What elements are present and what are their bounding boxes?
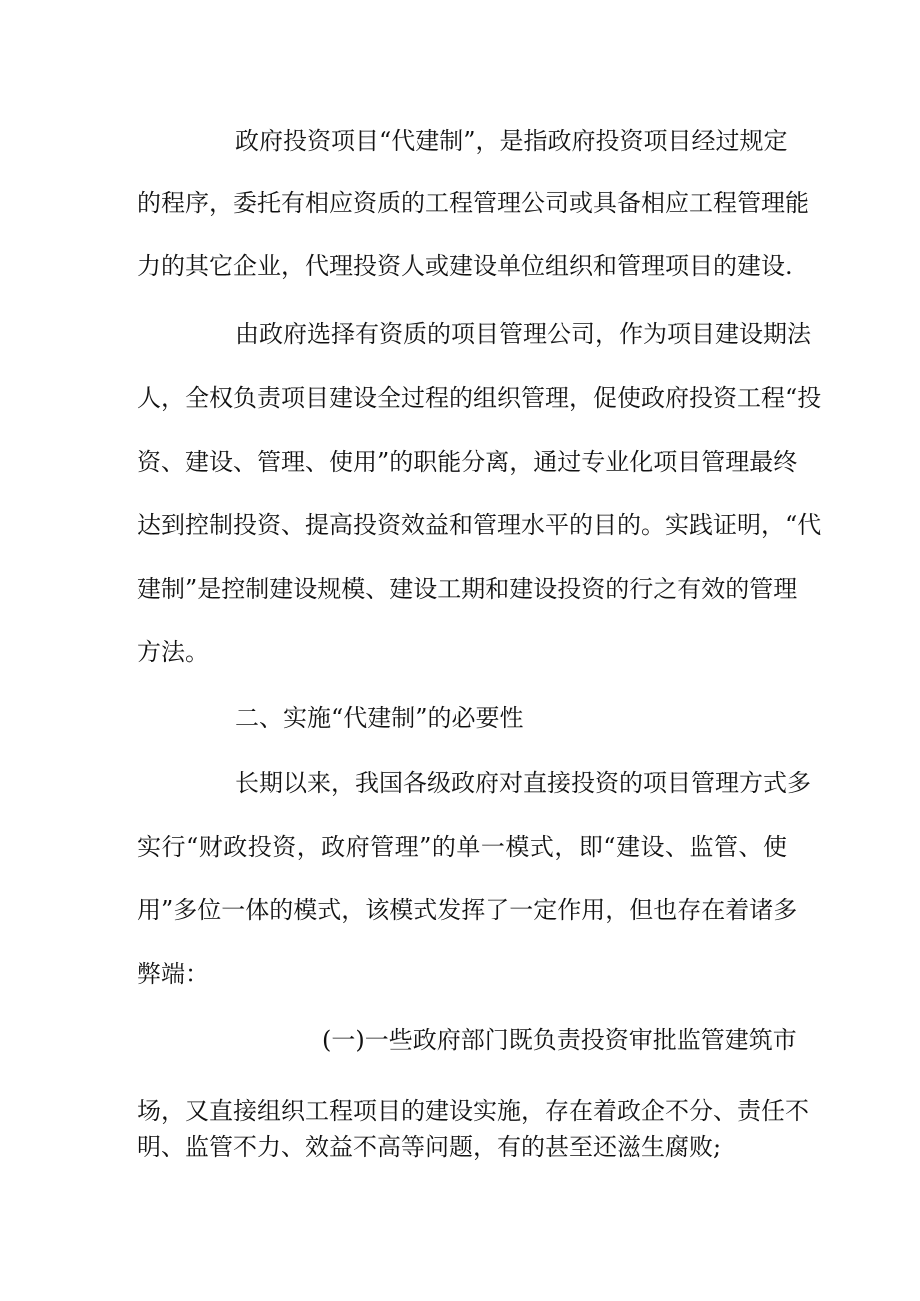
paragraph-4-line-2: 场，又直接组织工程项目的建设实施，存在着政企不分、责任不 bbox=[137, 1097, 809, 1125]
paragraph-1-line-2: 的程序，委托有相应资质的工程管理公司或具备相应工程管理能 bbox=[137, 189, 809, 217]
paragraph-2-line-2: 人，全权负责项目建设全过程的组织管理，促使政府投资工程“投 bbox=[137, 384, 822, 412]
paragraph-2-line-5: 建制”是控制建设规模、建设工期和建设投资的行之有效的管理 bbox=[137, 575, 798, 603]
paragraph-1-line-3: 力的其它企业，代理投资人或建设单位组织和管理项目的建设. bbox=[137, 252, 793, 280]
paragraph-2-line-4: 达到控制投资、提高投资效益和管理水平的目的。实践证明，“代 bbox=[137, 511, 822, 539]
paragraph-3-line-3: 用”多位一体的模式，该模式发挥了一定作用，但也存在着诸多 bbox=[137, 896, 798, 924]
paragraph-3-line-1: 长期以来，我国各级政府对直接投资的项目管理方式多 bbox=[235, 769, 811, 797]
paragraph-4-line-1: (一)一些政府部门既负责投资审批监管建筑市 bbox=[322, 1026, 797, 1054]
paragraph-4-line-3: 明、监管不力、效益不高等问题，有的甚至还滋生腐败; bbox=[137, 1133, 722, 1161]
paragraph-2-line-6: 方法。 bbox=[137, 638, 209, 666]
paragraph-1-line-1: 政府投资项目“代建制”，是指政府投资项目经过规定 bbox=[235, 127, 788, 155]
paragraph-2-line-1: 由政府选择有资质的项目管理公司，作为项目建设期法 bbox=[235, 320, 811, 348]
paragraph-2-line-3: 资、建设、管理、使用”的职能分离，通过专业化项目管理最终 bbox=[137, 448, 798, 476]
paragraph-3-line-2: 实行“财政投资，政府管理”的单一模式，即“建设、监管、使 bbox=[137, 833, 787, 861]
section-heading: 二、实施“代建制”的必要性 bbox=[235, 704, 524, 732]
paragraph-3-line-4: 弊端： bbox=[137, 960, 209, 988]
